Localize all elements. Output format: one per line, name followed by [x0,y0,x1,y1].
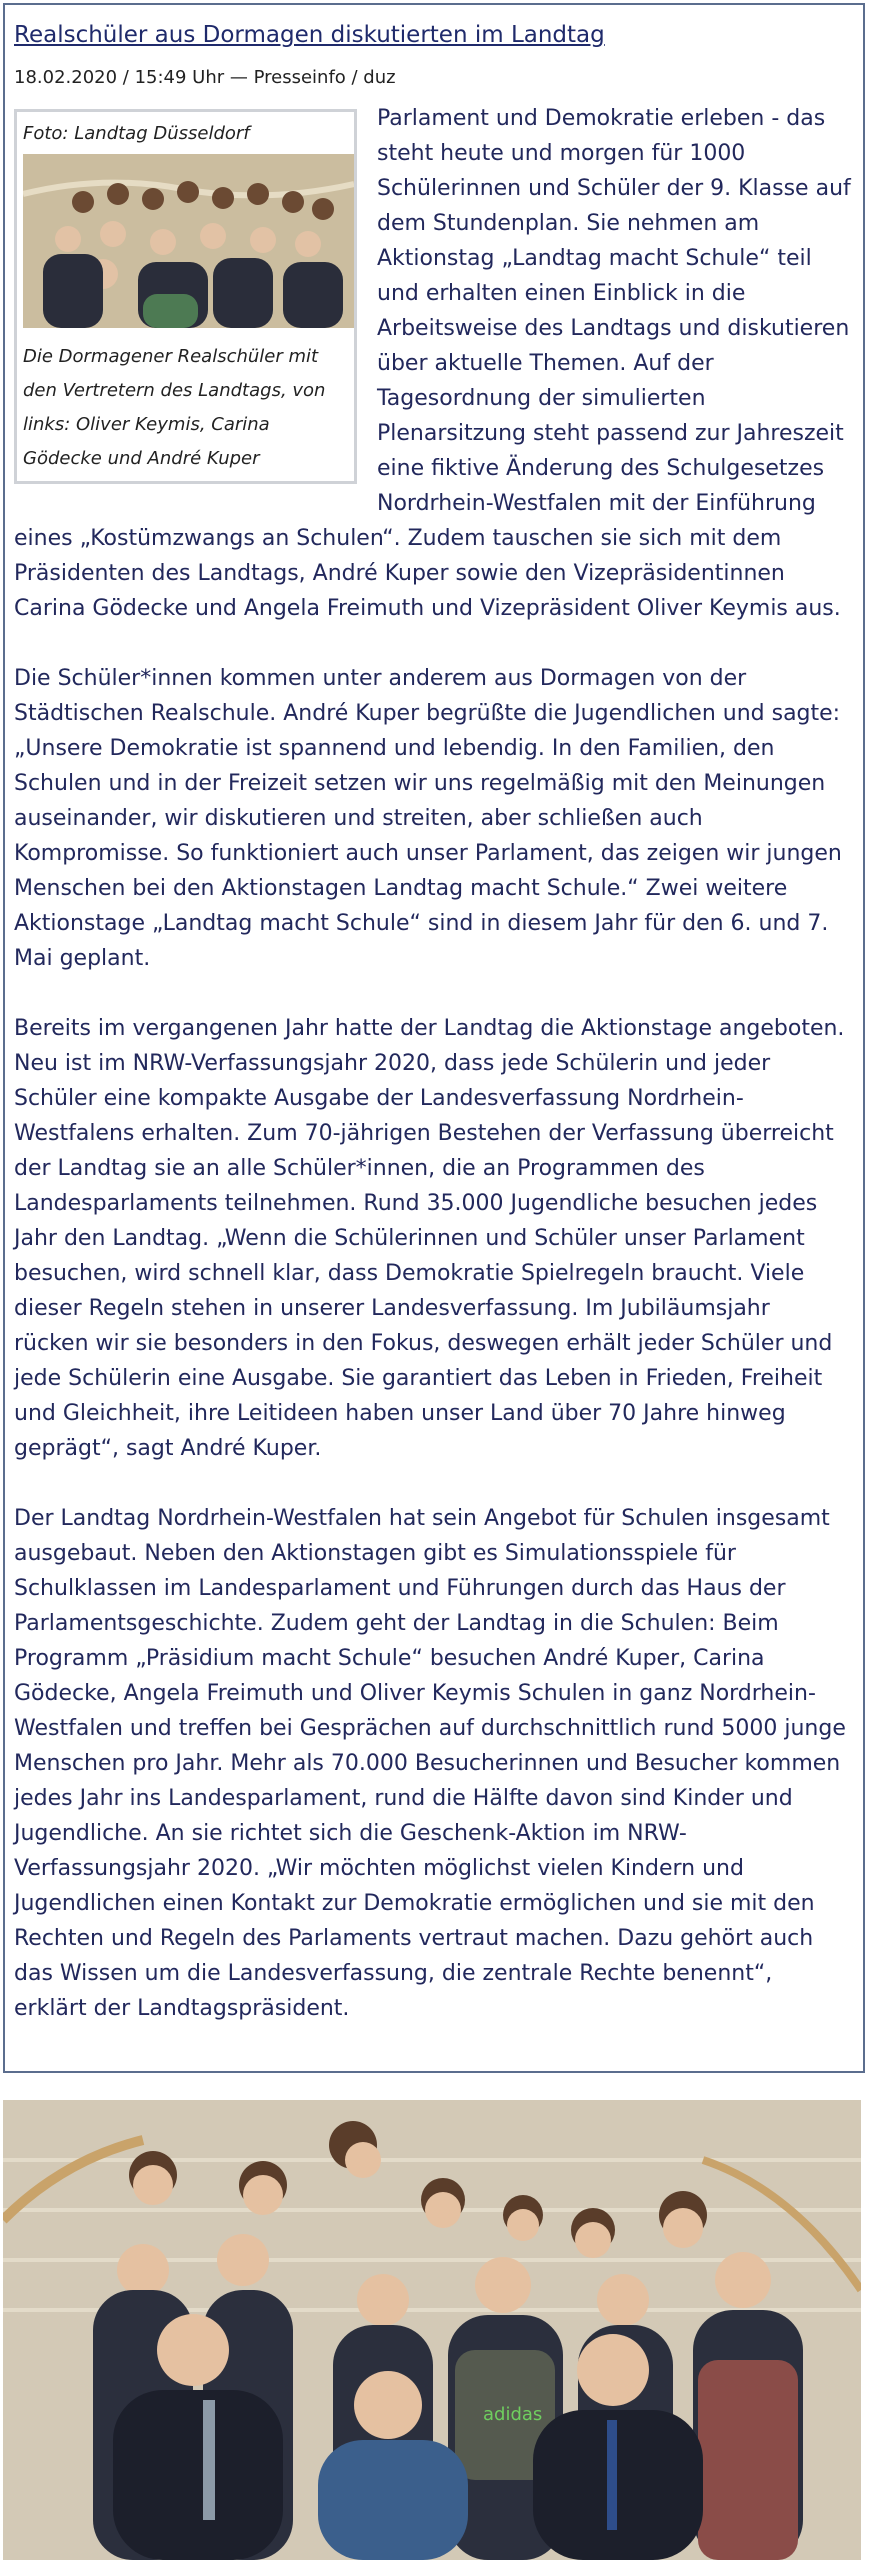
paragraph-3: Bereits im vergangenen Jahr hatte der Landtag die Aktionstage angeboten. Neu ist im NRW-Verfassungsjahr 2020, dass jede Schülerin und jeder Schüler eine kompakte Ausgabe der Landesverfassung Nordrhein-Westfalens erhalten. Zum 70-jährigen Bestehen der Verfassung überreicht der Landtag sie an alle Schüler*innen, die an Programmen des Landesparlaments teilnehmen. Rund 35.000 Jugendliche besuchen jedes Jahr den Landtag. „Wenn die Schülerinnen und Schüler unser Parlament besuchen, wird schnell klar, dass Demokratie Spielregeln braucht. Viele dieser Regeln stehen in unserer Landesverfassung. Im Jubiläumsjahr rücken wir sie besonders in den Fokus, deswegen erhält jeder Schüler und jede Schülerin eine Ausgabe. Sie garantiert das Leben in Frieden, Freiheit und Gleichheit, ihre Leitideen haben unser Land über 70 Jahre hinweg geprägt“, sagt André Kuper. [14,1016,845,1461]
photo-credit: Foto: Landtag Düsseldorf [23,123,250,144]
photo-caption: Die Dormagener Realschüler mit den Vertretern des Landtags, von links: Oliver Keymis, Carina Gödecke und André Kuper [23,346,326,469]
article-meta: 18.02.2020 / 15:49 Uhr — Presseinfo / duz [14,67,396,88]
paragraph-2: Die Schüler*innen kommen unter anderem aus Dormagen von der Städtischen Realschule. André Kuper begrüßte die Jugendlichen und sagte: „Unsere Demokratie ist spannend und lebendig. In den Familien, den Schulen und in der Freizeit setzen wir uns regelmäßig mit den Meinungen auseinander, wir diskutieren und streiten, aber schließen auch Kompromisse. So funktioniert auch unser Parlament, das zeigen wir jungen Menschen bei den Aktionstagen Landtag macht Schule.“ Zwei weitere Aktionstage „Landtag macht Schule“ sind in diesem Jahr für den 6. und 7. Mai geplant. [14,666,842,971]
article-box [3,3,865,2073]
group-photo-large[interactable] [3,2100,861,2560]
article-title[interactable]: Realschüler aus Dormagen diskutierten im Landtag [14,22,605,48]
photo-figure [14,109,357,484]
paragraph-1: Parlament und Demokratie erleben - das steht heute und morgen für 1000 Schülerinnen und Schüler der 9. Klasse auf dem Stundenplan. Sie nehmen am Aktionstag „Landtag macht Schule“ teil und erhalten einen Einblick in die Arbeitsweise des Landtags und diskutieren über aktuelle Themen. Auf der Tagesordnung der simulierten Plenarsitzung steht passend zur Jahreszeit eine fiktive Änderung des Schulgesetzes Nordrhein-Westfalen mit der Einführung eines „Kostümzwangs an Schulen“. Zudem tauschen sie sich mit dem Präsidenten des Landtags, André Kuper sowie den Vizepräsidentinnen Carina Gödecke und Angela Freimuth und Vizepräsident Oliver Keymis aus. [14,106,851,621]
paragraph-4: Der Landtag Nordrhein-Westfalen hat sein Angebot für Schulen insgesamt ausgebaut. Neben den Aktionstagen gibt es Simulationsspiele für Schulklassen im Landesparlament und Führungen durch das Haus der Parlamentsgeschichte. Zudem geht der Landtag in die Schulen: Beim Programm „Präsidium macht Schule“ besuchen André Kuper, Carina Gödecke, Angela Freimuth und Oliver Keymis Schulen in ganz Nordrhein-Westfalen und treffen bei Gesprächen auf durchschnittlich rund 5000 junge Menschen pro Jahr. Mehr als 70.000 Besucherinnen und Besucher kommen jedes Jahr ins Landesparlament, rund die Hälfte davon sind Kinder und Jugendliche. An sie richtet sich die Geschenk-Aktion im NRW-Verfassungsjahr 2020. „Wir möchten möglichst vielen Kindern und Jugendlichen einen Kontakt zur Demokratie ermöglichen und sie mit den Rechten und Regeln des Parlaments vertraut machen. Dazu gehört auch das Wissen um die Landesverfassung, die zentrale Rechte benennt“, erklärt der Landtagspräsident. [14,1506,846,2021]
group-photo-thumbnail[interactable] [23,154,354,328]
group-photo-thumbnail-image [23,154,354,328]
article-body [14,101,851,2026]
svg-text:adidas: adidas [483,2404,543,2425]
group-photo-large-image [3,2100,861,2560]
